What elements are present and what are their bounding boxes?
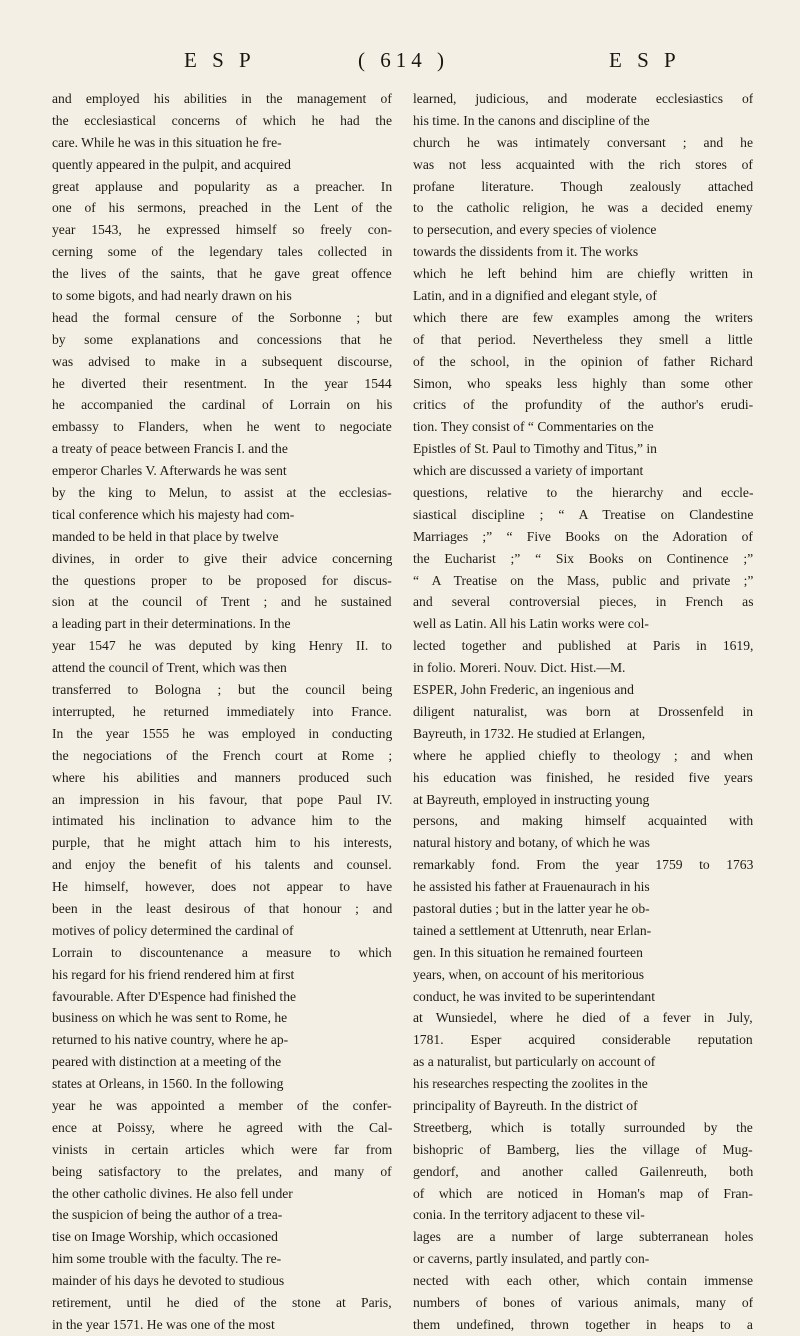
text-line: siastical discipline ; “ A Treatise on Clandestine [413,506,753,522]
text-line: being satisfactory to the prelates, and many of [52,1163,392,1179]
text-line: the negociations of the French court at Rome ; [52,747,392,763]
text-line: quently appeared in the pulpit, and acquired [52,156,291,172]
text-line: Marriages ;” “ Five Books on the Adoration of [413,528,753,544]
text-line: one of his sermons, preached in the Lent of the [52,200,392,216]
text-line: Lorrain to discountenance a measure to which [52,944,392,960]
running-head [0,48,800,78]
text-line: emperor Charles V. Afterwards he was sent [52,463,287,479]
text-line: at Bayreuth, employed in instructing young [413,791,650,807]
running-head-right: E S P [609,48,681,72]
text-line: was advised to make in a subsequent discourse, [52,353,392,369]
text-line: care. While he was in this situation he fre- [52,134,282,150]
text-line: to the catholic religion, he was a decided enemy [413,200,753,216]
text-line: bishopric of Bamberg, lies the village of Mug- [413,1141,753,1157]
text-line: he assisted his father at Frauenaurach in his [413,879,650,895]
text-line: Streetberg, which is totally surrounded by the [413,1119,753,1135]
text-line: profane literature. Though zealously attached [413,178,753,194]
text-line: ence at Poissy, where he agreed with the Cal- [52,1119,392,1135]
text-line: where he applied chiefly to theology ; and when [413,747,753,763]
text-line: cerning some of the legendary tales collected in [52,244,392,260]
text-line: diligent naturalist, was born at Drossenfeld in [413,703,753,719]
text-line: conduct, he was invited to be superintendant [413,988,655,1004]
right-text-column [413,88,753,1336]
text-line: divines, in order to give their advice concerning [52,550,392,566]
text-line: of that period. Nevertheless they smell a little [413,331,753,347]
text-line: his researches respecting the zoolites in the [413,1076,648,1092]
text-line: learned, judicious, and moderate ecclesiastics of [413,91,753,106]
text-line: year 1547 he was deputed by king Henry II. to [52,638,392,654]
text-line: critics of the profundity of the author's erudi- [413,397,753,413]
text-line: his regard for his friend rendered him at first [52,966,295,982]
text-line: in the year 1571. He was one of the most [52,1316,275,1332]
text-line: numbers of bones of various animals, many of [413,1294,753,1310]
text-line: by the king to Melun, to assist at the ecclesias- [52,485,392,501]
text-line: year 1543, he expressed himself so freely con- [52,222,392,238]
text-line: gendorf, and another called Gailenreuth, both [413,1163,753,1179]
text-line: nected with each other, which contain immense [413,1273,753,1289]
text-line: purple, that he might attach him to his interests, [52,835,392,851]
text-line: where his abilities and manners produced such [52,769,392,785]
text-line: remarkably fond. From the year 1759 to 1763 [413,857,753,873]
left-text-column [52,88,392,1336]
text-line: mainder of his days he devoted to studious [52,1273,285,1289]
text-line: head the formal censure of the Sorbonne ; but [52,309,392,325]
text-line: in folio. Moreri. Nouv. Dict. Hist.—M. [413,660,626,676]
text-line: his time. In the canons and discipline of the [413,112,650,128]
text-line: which he left behind him are chiefly written in [413,266,753,282]
text-line: manded to be held in that place by twelve [52,528,279,544]
text-line: sion at the council of Trent ; and he sustained [52,594,392,610]
text-line: peared with distinction at a meeting of the [52,1054,282,1070]
text-line: by some explanations and concessions that he [52,331,392,347]
text-line: was not less acquainted with the rich stores of [413,156,753,172]
text-line: “ A Treatise on the Mass, public and private ;” [413,572,753,588]
text-line: lages are a number of large subterranean holes [413,1229,753,1245]
text-line: which there are few examples among the writers [413,309,753,325]
page-number: ( 614 ) [358,48,449,72]
text-line: ESPER, John Frederic, an ingenious and [413,682,634,698]
text-line: Epistles of St. Paul to Timothy and Titus,” in [413,441,657,457]
text-line: a leading part in their determinations. In the [52,616,291,632]
text-line: he accompanied the cardinal of Lorrain on his [52,397,392,413]
text-line: favourable. After D'Espence had finished the [52,988,297,1004]
text-line: natural history and botany, of which he was [413,835,650,851]
text-line: years, when, on account of his meritorious [413,966,645,982]
text-line: intimated his inclination to advance him to the [52,813,392,829]
text-line: to persecution, and every species of violence [413,222,657,238]
text-line: of the school, in the opinion of father Richard [413,353,753,369]
text-line: or caverns, partly insulated, and partly con- [413,1251,650,1267]
text-line: In the year 1555 he was employed in conducting [52,725,392,741]
text-line: the ecclesiastical concerns of which he had the [52,112,392,128]
text-line: and several controversial pieces, in French as [413,594,753,610]
text-line: tion. They consist of “ Commentaries on the [413,419,654,435]
text-line: attend the council of Trent, which was then [52,660,287,676]
text-line: tise on Image Worship, which occasioned [52,1229,278,1245]
text-line: well as Latin. All his Latin works were col- [413,616,649,632]
text-line: his education was finished, he resided five years [413,769,753,785]
text-line: of which are noticed in Homan's map of Fran- [413,1185,753,1201]
text-line: the questions proper to be proposed for discus- [52,572,392,588]
text-line: Bayreuth, in 1732. He studied at Erlangen, [413,725,646,741]
text-line: towards the dissidents from it. The works [413,244,639,260]
text-line: persons, and making himself acquainted with [413,813,753,829]
text-line: lected together and published at Paris in 1619, [413,638,753,654]
text-line: vinists in certain articles which were far from [52,1141,392,1157]
text-line: to some bigots, and had nearly drawn on his [52,288,292,304]
text-line: and enjoy the benefit of his talents and counsel. [52,857,392,873]
text-line: them undefined, thrown together in heaps to a [413,1316,753,1332]
text-line: year he was appointed a member of the confer- [52,1097,392,1113]
text-line: at Wunsiedel, where he died of a fever in July, [413,1010,753,1026]
text-line: and employed his abilities in the management of [52,91,392,106]
text-line: an impression in his favour, that pope Paul IV. [52,791,392,807]
text-line: retirement, until he died of the stone at Paris, [52,1294,392,1310]
text-line: transferred to Bologna ; but the council being [52,682,392,698]
text-line: Simon, who speaks less highly than some other [413,375,753,391]
text-line: the Eucharist ;” “ Six Books on Continence ;” [413,550,753,566]
text-line: Latin, and in a dignified and elegant style, of [413,288,657,304]
text-line: interrupted, he returned immediately into France. [52,703,392,719]
text-line: the other catholic divines. He also fell under [52,1185,293,1201]
text-line: been in the least desirous of that honour ; and [52,900,392,916]
text-line: great applause and popularity as a preacher. In [52,178,392,194]
text-line: pastoral duties ; but in the latter year he ob- [413,900,650,916]
text-line: motives of policy determined the cardinal of [52,922,294,938]
text-line: He himself, however, does not appear to have [52,879,392,895]
text-line: tained a settlement at Uttenruth, near Erlan- [413,922,652,938]
text-line: which are discussed a variety of important [413,463,644,479]
text-line: church he was intimately conversant ; and he [413,134,753,150]
text-line: him some trouble with the faculty. The re- [52,1251,282,1267]
text-line: principality of Bayreuth. In the district of [413,1097,638,1113]
text-line: tical conference which his majesty had com- [52,506,295,522]
text-line: gen. In this situation he remained fourteen [413,944,643,960]
text-line: embassy to Flanders, when he went to negociate [52,419,392,435]
text-line: conia. In the territory adjacent to these vil- [413,1207,645,1223]
text-line: 1781. Esper acquired considerable reputation [413,1032,753,1048]
text-line: he diverted their resentment. In the year 1544 [52,375,392,391]
running-head-left: E S P [184,48,256,72]
text-line: a treaty of peace between Francis I. and the [52,441,288,457]
text-line: states at Orleans, in 1560. In the following [52,1076,284,1092]
text-line: the suspicion of being the author of a trea- [52,1207,283,1223]
text-line: returned to his native country, where he ap- [52,1032,289,1048]
text-line: business on which he was sent to Rome, he [52,1010,288,1026]
text-line: the lives of the saints, that he gave great offence [52,266,392,282]
text-line: as a naturalist, but particularly on account of [413,1054,656,1070]
text-line: questions, relative to the hierarchy and eccle- [413,485,753,501]
